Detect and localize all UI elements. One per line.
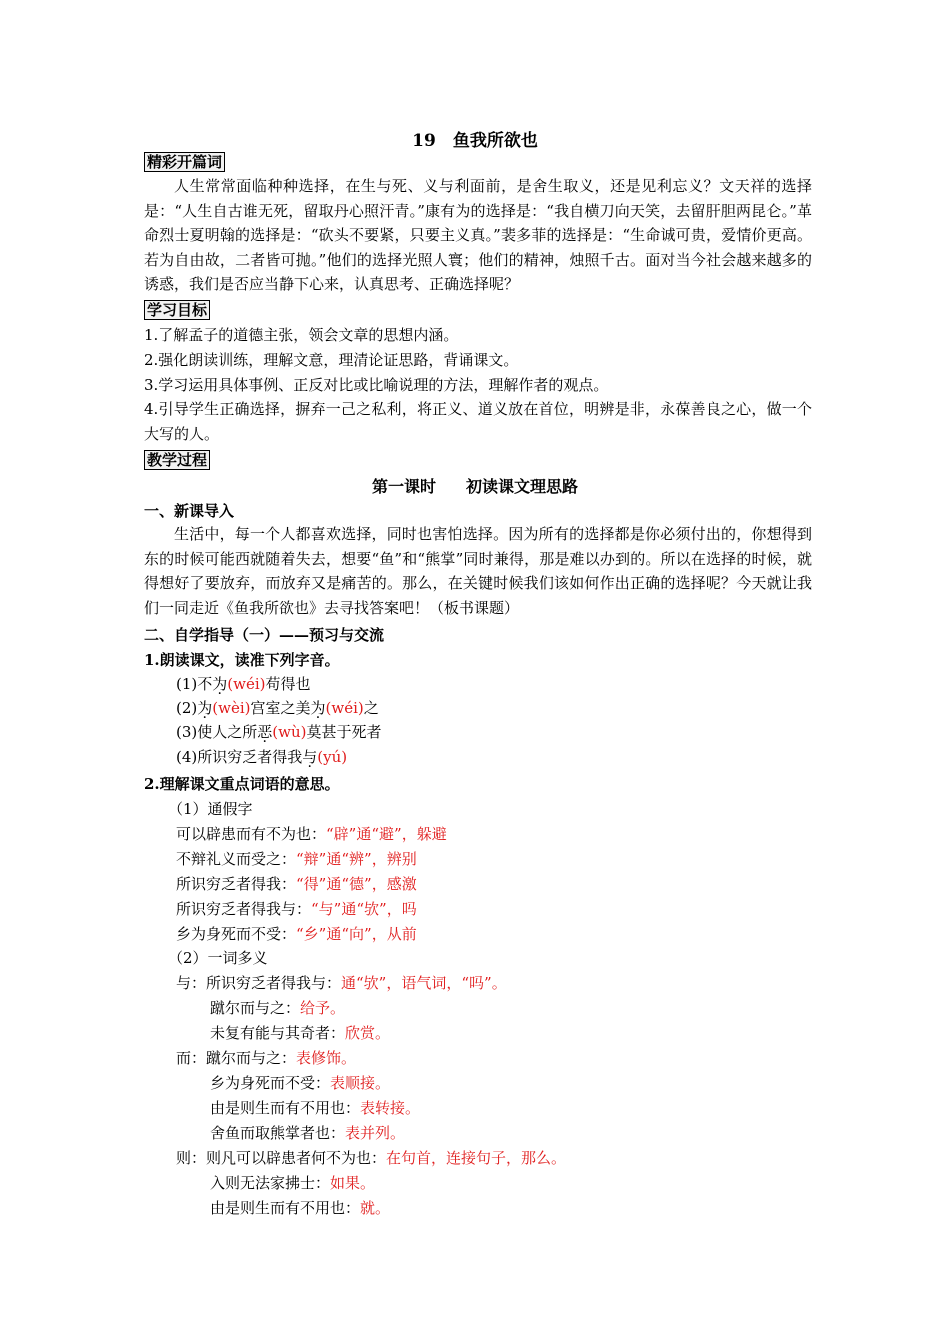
duoyi-heading: （2）一词多义 — [168, 949, 268, 967]
pronunciation-item: (3)使人之所恶(wù)莫甚于死者 — [176, 723, 382, 741]
part1-paragraph: 生活中，每一个人都喜欢选择，同时也害怕选择。因为所有的选择都是你必须付出的，你想得到东的时候可能西就随着失去，想要“鱼”和“熊掌”同时兼得，那是难以办到的。所以在选择的时候，就得想好了要放弃，而放弃又是痛苦的。那么，在关键时候我们该如何作出正确的选择呢？今天就让我们一同走近《鱼我所欲也》去寻找答案吧！（板书课题） — [144, 525, 812, 617]
duoyi-item: 由是则生而有不用也：就。 — [210, 1199, 391, 1217]
q2-heading: 2.理解课文重点词语的意思。 — [144, 775, 340, 793]
duoyi-item: 而：蹴尔而与之：表修饰。 — [176, 1049, 357, 1067]
goal-item: 2.强化朗读训练，理解文意，理清论证思路，背诵课文。 — [144, 351, 519, 369]
duoyi-item: 乡为身死而不受：表顺接。 — [210, 1074, 391, 1092]
goal-item: 4.引导学生正确选择，摒弃一己之私利，将正义、道义放在首位，明辨是非，永葆善良之心，做一个大写的人。 — [144, 400, 812, 443]
tongjia-item: 乡为身死而不受：“乡”通“向”，从前 — [176, 925, 417, 943]
goal-item: 3.学习运用具体事例、正反对比或比喻说理的方法，理解作者的观点。 — [144, 376, 609, 394]
part1-heading: 一、新课导入 — [144, 502, 235, 520]
page-title: 19 鱼我所欲也 — [412, 131, 538, 151]
intro-paragraph: 人生常常面临种种选择，在生与死、义与利面前，是舍生取义，还是见利忘义？文天祥的选择是：“人生自古谁无死，留取丹心照汗青。”康有为的选择是：“我自横刀向天笑，去留肝胆两昆仑。”革命烈士夏明翰的选择是：“砍头不要紧，只要主义真。”裴多菲的选择是：“生命诚可贵，爱情价更高。若为自由故，二者皆可抛。”他们的选择光照人寰；他们的精神，烛照千古。面对当今社会越来越多的诱惑，我们是否应当静下心来，认真思考、正确选择呢？ — [144, 177, 812, 293]
lesson-title: 第一课时 初读课文理思路 — [371, 477, 579, 496]
q1-heading: 1.朗读课文，读准下列字音。 — [144, 651, 340, 669]
section-tag-intro: 精彩开篇词 — [144, 152, 225, 171]
tongjia-item: 所识穷乏者得我：“得”通“德”，感激 — [176, 875, 417, 893]
pronunciation-item: (1)不为(wéi)苟得也 — [176, 675, 311, 693]
tongjia-item: 不辩礼义而受之：“辩”通“辨”，辨别 — [176, 850, 417, 868]
pronunciation-item: (2)为(wèi)宫室之美为(wéi)之 — [176, 699, 379, 717]
duoyi-item: 由是则生而有不用也：表转接。 — [210, 1099, 421, 1117]
duoyi-item: 入则无法家拂士：如果。 — [210, 1174, 376, 1192]
duoyi-item: 舍鱼而取熊掌者也：表并列。 — [210, 1124, 406, 1142]
goal-item: 1.了解孟子的道德主张，领会文章的思想内涵。 — [144, 326, 459, 344]
duoyi-item: 与：所识穷乏者得我与：通“欤”，语气词，“吗”。 — [176, 974, 507, 992]
tongjia-item: 可以辟患而有不为也：“辟”通“避”，躲避 — [176, 825, 447, 843]
pronunciation-item: (4)所识穷乏者得我与(yú) — [176, 748, 348, 766]
duoyi-item: 未复有能与其奇者：欣赏。 — [210, 1024, 391, 1042]
part2-heading: 二、自学指导（一）——预习与交流 — [144, 626, 385, 644]
duoyi-item: 则：则凡可以辟患者何不为也：在句首，连接句子，那么。 — [176, 1149, 567, 1167]
duoyi-item: 蹴尔而与之：给予。 — [210, 999, 346, 1017]
tongjia-heading: （1）通假字 — [168, 800, 253, 818]
section-tag-process: 教学过程 — [144, 450, 210, 469]
section-tag-goals: 学习目标 — [144, 300, 210, 319]
tongjia-item: 所识穷乏者得我与：“与”通“欤”，吗 — [176, 900, 417, 918]
